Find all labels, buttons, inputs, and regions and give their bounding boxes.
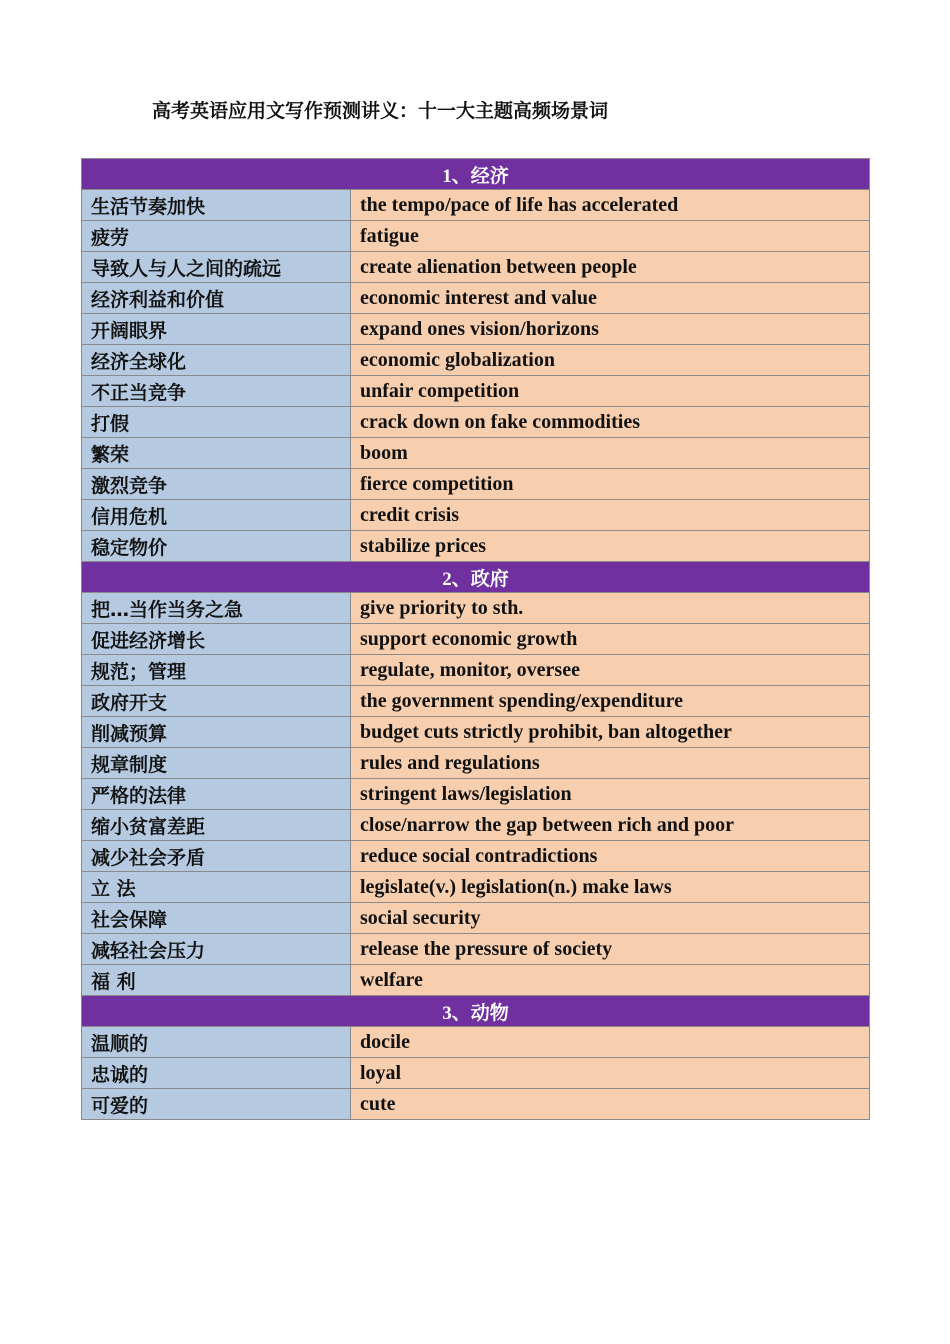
english-translation: loyal — [351, 1058, 870, 1089]
english-translation: close/narrow the gap between rich and poor — [351, 810, 870, 841]
chinese-term: 可爱的 — [82, 1089, 351, 1120]
english-translation: fierce competition — [351, 469, 870, 500]
chinese-term: 温顺的 — [82, 1027, 351, 1058]
chinese-term: 社会保障 — [82, 903, 351, 934]
english-translation: economic interest and value — [351, 283, 870, 314]
english-translation: the government spending/expenditure — [351, 686, 870, 717]
table-row — [82, 438, 870, 469]
table-row — [82, 903, 870, 934]
chinese-term: 经济全球化 — [82, 345, 351, 376]
table-row — [82, 686, 870, 717]
english-translation: fatigue — [351, 221, 870, 252]
english-translation: stringent laws/legislation — [351, 779, 870, 810]
english-translation: credit crisis — [351, 500, 870, 531]
chinese-term: 政府开支 — [82, 686, 351, 717]
table-row — [82, 221, 870, 252]
table-row — [82, 500, 870, 531]
table-row — [82, 531, 870, 562]
english-translation: cute — [351, 1089, 870, 1120]
chinese-term: 福 利 — [82, 965, 351, 996]
chinese-term: 不正当竞争 — [82, 376, 351, 407]
table-row — [82, 748, 870, 779]
english-translation: expand ones vision/horizons — [351, 314, 870, 345]
table-row — [82, 376, 870, 407]
english-translation: welfare — [351, 965, 870, 996]
chinese-term: 稳定物价 — [82, 531, 351, 562]
chinese-term: 削减预算 — [82, 717, 351, 748]
english-translation: unfair competition — [351, 376, 870, 407]
table-row — [82, 593, 870, 624]
table-row — [82, 345, 870, 376]
table-row — [82, 314, 870, 345]
chinese-term: 严格的法律 — [82, 779, 351, 810]
table-row — [82, 872, 870, 903]
english-translation: legislate(v.) legislation(n.) make laws — [351, 872, 870, 903]
chinese-term: 规章制度 — [82, 748, 351, 779]
table-row — [82, 283, 870, 314]
chinese-term: 忠诚的 — [82, 1058, 351, 1089]
english-translation: reduce social contradictions — [351, 841, 870, 872]
english-translation: docile — [351, 1027, 870, 1058]
chinese-term: 信用危机 — [82, 500, 351, 531]
table-row — [82, 407, 870, 438]
table-row — [82, 717, 870, 748]
table-row — [82, 469, 870, 500]
table-row — [82, 1027, 870, 1058]
english-translation: release the pressure of society — [351, 934, 870, 965]
section-heading: 2、政府 — [82, 562, 870, 593]
english-translation: budget cuts strictly prohibit, ban altogether — [351, 717, 870, 748]
english-translation: create alienation between people — [351, 252, 870, 283]
section-header-row — [82, 996, 870, 1027]
english-translation: boom — [351, 438, 870, 469]
section-heading: 3、动物 — [82, 996, 870, 1027]
document-title: 高考英语应用文写作预测讲义：十一大主题高频场景词 — [152, 100, 609, 122]
chinese-term: 减轻社会压力 — [82, 934, 351, 965]
table-row — [82, 841, 870, 872]
english-translation: regulate, monitor, oversee — [351, 655, 870, 686]
chinese-term: 减少社会矛盾 — [82, 841, 351, 872]
section-header-row — [82, 562, 870, 593]
english-translation: rules and regulations — [351, 748, 870, 779]
chinese-term: 开阔眼界 — [82, 314, 351, 345]
table-row — [82, 965, 870, 996]
table-row — [82, 934, 870, 965]
table-row — [82, 190, 870, 221]
english-translation: economic globalization — [351, 345, 870, 376]
english-translation: stabilize prices — [351, 531, 870, 562]
section-heading: 1、经济 — [82, 159, 870, 190]
table-row — [82, 655, 870, 686]
chinese-term: 打假 — [82, 407, 351, 438]
chinese-term: 把…当作当务之急 — [82, 593, 351, 624]
table-row — [82, 810, 870, 841]
chinese-term: 导致人与人之间的疏远 — [82, 252, 351, 283]
chinese-term: 规范；管理 — [82, 655, 351, 686]
chinese-term: 繁荣 — [82, 438, 351, 469]
chinese-term: 经济利益和价值 — [82, 283, 351, 314]
table-row — [82, 252, 870, 283]
vocabulary-table-body — [82, 159, 870, 1120]
chinese-term: 生活节奏加快 — [82, 190, 351, 221]
english-translation: the tempo/pace of life has accelerated — [351, 190, 870, 221]
chinese-term: 疲劳 — [82, 221, 351, 252]
english-translation: crack down on fake commodities — [351, 407, 870, 438]
vocabulary-table — [81, 158, 870, 1120]
table-row — [82, 1058, 870, 1089]
chinese-term: 缩小贫富差距 — [82, 810, 351, 841]
table-row — [82, 624, 870, 655]
english-translation: social security — [351, 903, 870, 934]
chinese-term: 立 法 — [82, 872, 351, 903]
chinese-term: 激烈竞争 — [82, 469, 351, 500]
table-row — [82, 1089, 870, 1120]
chinese-term: 促进经济增长 — [82, 624, 351, 655]
english-translation: support economic growth — [351, 624, 870, 655]
english-translation: give priority to sth. — [351, 593, 870, 624]
table-row — [82, 779, 870, 810]
section-header-row — [82, 159, 870, 190]
